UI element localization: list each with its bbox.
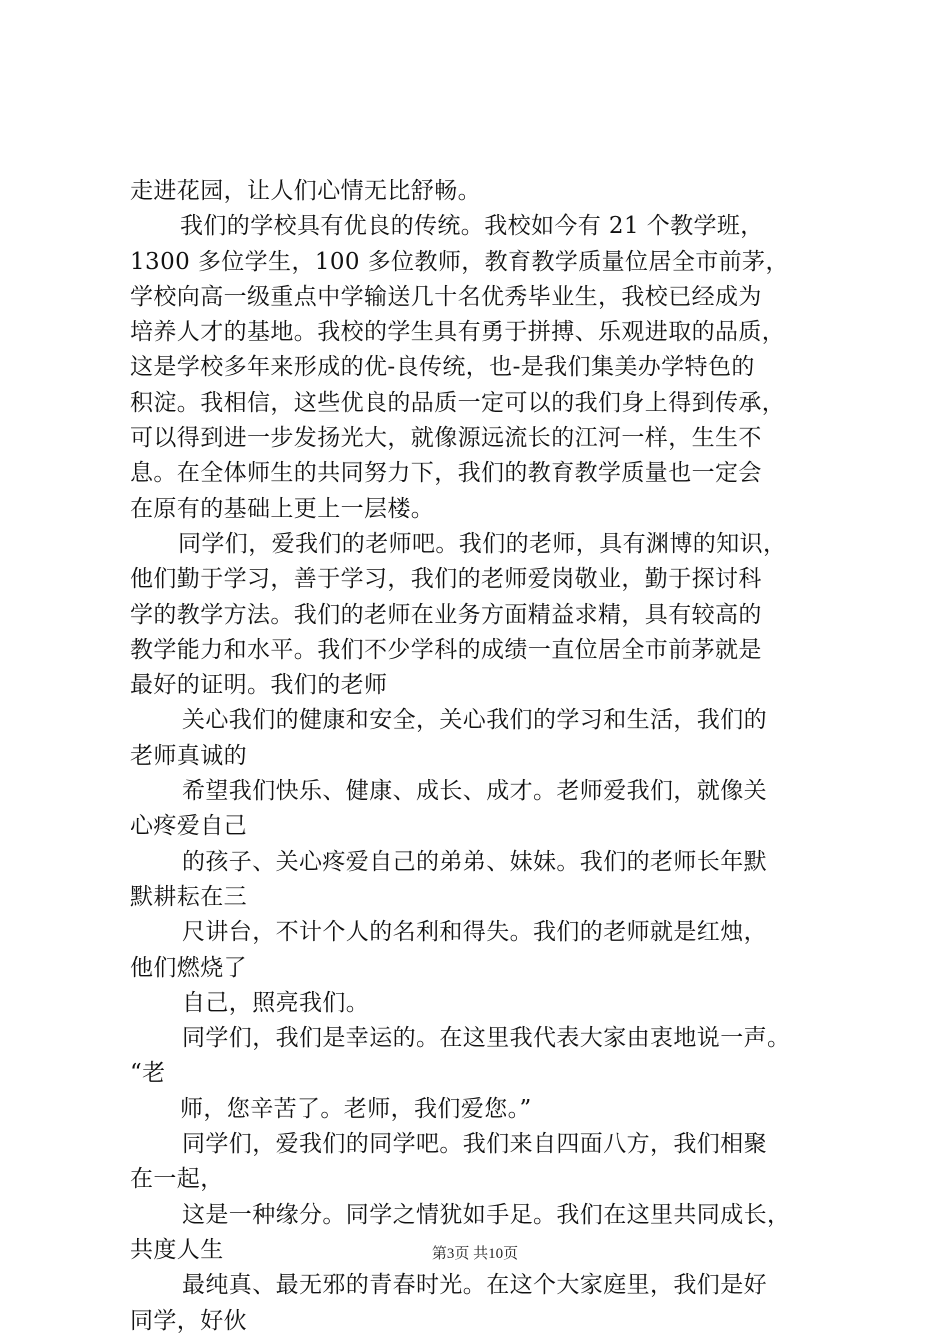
text-line: 老师真诚的: [130, 742, 247, 769]
text-line: 的孩子、关心疼爱自己的弟弟、妹妹。我们的老师长年默: [182, 848, 767, 875]
text-line: 他们燃烧了: [130, 954, 247, 981]
text-line: 同学们，我们是幸运的。在这里我代表大家由衷地说一声。: [182, 1025, 791, 1052]
text-line: 自己，照亮我们。: [182, 989, 370, 1016]
text-line: 最纯真、最无邪的青春时光。在这个大家庭里，我们是好: [182, 1272, 767, 1299]
text-line: 关心我们的健康和安全，关心我们的学习和生活，我们的: [182, 707, 767, 734]
text-line: 息。在全体师生的共同努力下，我们的教育教学质量也一定会: [130, 460, 762, 487]
text-line: 教学能力和水平。我们不少学科的成绩一直位居全市前茅就是: [130, 636, 762, 663]
text-line: 同学们，爱我们的老师吧。我们的老师，具有渊博的知识，: [178, 530, 787, 557]
text-line: 学校向高一级重点中学输送几十名优秀毕业生，我校已经成为: [130, 283, 762, 310]
text-line: 尺讲台，不计个人的名利和得失。我们的老师就是红烛，: [182, 919, 767, 946]
text-line: 学的教学方法。我们的老师在业务方面精益求精，具有较高的: [130, 601, 762, 628]
text-line: 我们的学校具有优良的传统。我校如今有 21 个教学班，: [180, 213, 764, 240]
text-line: 默耕耘在三: [130, 883, 247, 910]
text-line: 师，您辛苦了。老师，我们爱您。”: [180, 1095, 532, 1122]
text-line: 心疼爱自己: [130, 813, 247, 840]
text-line: 在原有的基础上更上一层楼。: [130, 495, 435, 522]
text-line: 希望我们快乐、健康、成长、成才。老师爱我们，就像关: [182, 778, 767, 805]
text-line: 这是一种缘分。同学之情犹如手足。我们在这里共同成长，: [182, 1201, 791, 1228]
text-line: 他们勤于学习，善于学习，我们的老师爱岗敬业，勤于探讨科: [130, 566, 762, 593]
text-line: 1300 多位学生，100 多位教师，教育教学质量位居全市前茅，: [130, 248, 789, 275]
text-line: 同学们，爱我们的同学吧。我们来自四面八方，我们相聚: [182, 1131, 767, 1158]
text-line: 培养人才的基地。我校的学生具有勇于拼搏、乐观进取的品质，: [130, 319, 786, 346]
page-footer: 第3页 共10页: [431, 1246, 519, 1262]
text-line: 同学，好伙: [130, 1307, 247, 1334]
text-line: 积淀。我相信，这些优良的品质一定可以的我们身上得到传承，: [130, 389, 786, 416]
text-line: “老: [130, 1060, 166, 1087]
text-line: 最好的证明。我们的老师: [130, 672, 388, 699]
text-line: 可以得到进一步发扬光大，就像源远流长的江河一样，生生不: [130, 425, 762, 452]
text-line: 走进花园，让人们心情无比舒畅。: [130, 178, 481, 204]
text-line: 这是学校多年来形成的优-良传统，也-是我们集美办学特色的: [130, 354, 755, 381]
text-line: 在一起，: [130, 1166, 224, 1193]
text-line: 共度人生: [130, 1236, 224, 1263]
document-body: [130, 174, 850, 1339]
